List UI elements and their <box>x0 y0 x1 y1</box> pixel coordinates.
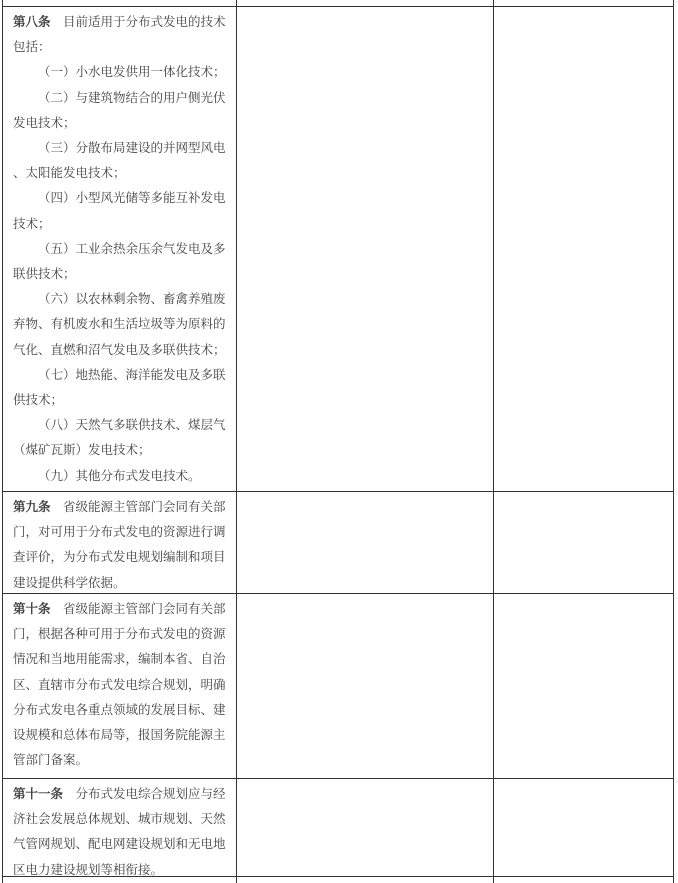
list-item-paragraph: （五）工业余热余压余气发电及多联供技术； <box>13 240 226 282</box>
article-number: 第十条 <box>13 601 51 616</box>
article-9-text-cell <box>3 492 237 594</box>
list-item-paragraph: （六）以农林剩余物、畜禽养殖废弃物、有机废水和生活垃圾等为原料的气化、直燃和沼气发电及多联供技术； <box>13 291 226 357</box>
next-row-empty-cell-3 <box>494 877 674 883</box>
article-8-text-cell <box>3 7 237 492</box>
article-9-empty-cell-2 <box>237 492 494 594</box>
article-body-text: 分布式发电综合规划应与经济社会发展总体规划、城市规划、天然气管网规划、配电网建设规划和无电地区电力建设规划等相衔接。 <box>13 786 226 877</box>
article-11-text-cell <box>3 779 237 877</box>
article-8-empty-cell-3 <box>494 7 674 492</box>
article-9-empty-cell-3 <box>494 492 674 594</box>
article-body-text: 省级能源主管部门会同有关部门，对可用于分布式发电的资源进行调查评价，为分布式发电规划编制和项目建设提供科学依据。 <box>13 499 226 590</box>
next-row-empty-cell-2 <box>237 877 494 883</box>
regulation-table <box>2 0 674 883</box>
list-item-paragraph: （九）其他分布式发电技术。 <box>38 467 201 483</box>
prev-row-text-cell <box>3 0 237 7</box>
list-item-paragraph: （三）分散布局建设的并网型风电、太阳能发电技术； <box>13 140 226 181</box>
article-body-text: 省级能源主管部门会同有关部门，根据各种可用于分布式发电的资源情况和当地用能需求，编制本省、自治区、直辖市分布式发电综合规划，明确分布式发电各重点领域的发展目标、建设规模和总体布局等，报国务院能源主管部门备案。 <box>13 601 226 768</box>
article-intro-text: 目前适用于分布式发电的技术包括： <box>13 14 226 55</box>
prev-row-empty-cell-3 <box>494 0 674 7</box>
article-body-paragraph <box>13 494 226 594</box>
article-10-empty-cell-3 <box>494 594 674 779</box>
article-10-text-cell <box>3 594 237 779</box>
list-item-paragraph: （二）与建筑物结合的用户侧光伏发电技术； <box>13 89 226 130</box>
article-body-paragraph <box>13 781 226 877</box>
next-row-text-cell <box>3 877 237 883</box>
article-body-paragraph <box>13 596 226 772</box>
list-item-paragraph: （四）小型风光储等多能互补发电技术； <box>13 190 226 231</box>
list-item-paragraph: （一）小水电发供用一体化技术； <box>38 64 226 80</box>
article-8-empty-cell-2 <box>237 7 494 492</box>
article-11-empty-cell-3 <box>494 779 674 877</box>
article-11-empty-cell-2 <box>237 779 494 877</box>
list-item-paragraph: （七）地热能、海洋能发电及多联供技术； <box>13 366 226 408</box>
article-number: 第九条 <box>13 499 51 514</box>
article-number: 第八条 <box>13 14 51 29</box>
article-10-empty-cell-2 <box>237 594 494 779</box>
article-number: 第十一条 <box>13 786 64 801</box>
list-item-paragraph: （八）天然气多联供技术、煤层气（煤矿瓦斯）发电技术； <box>13 417 226 458</box>
article-intro-paragraph <box>13 9 226 59</box>
prev-row-empty-cell-2 <box>237 0 494 7</box>
